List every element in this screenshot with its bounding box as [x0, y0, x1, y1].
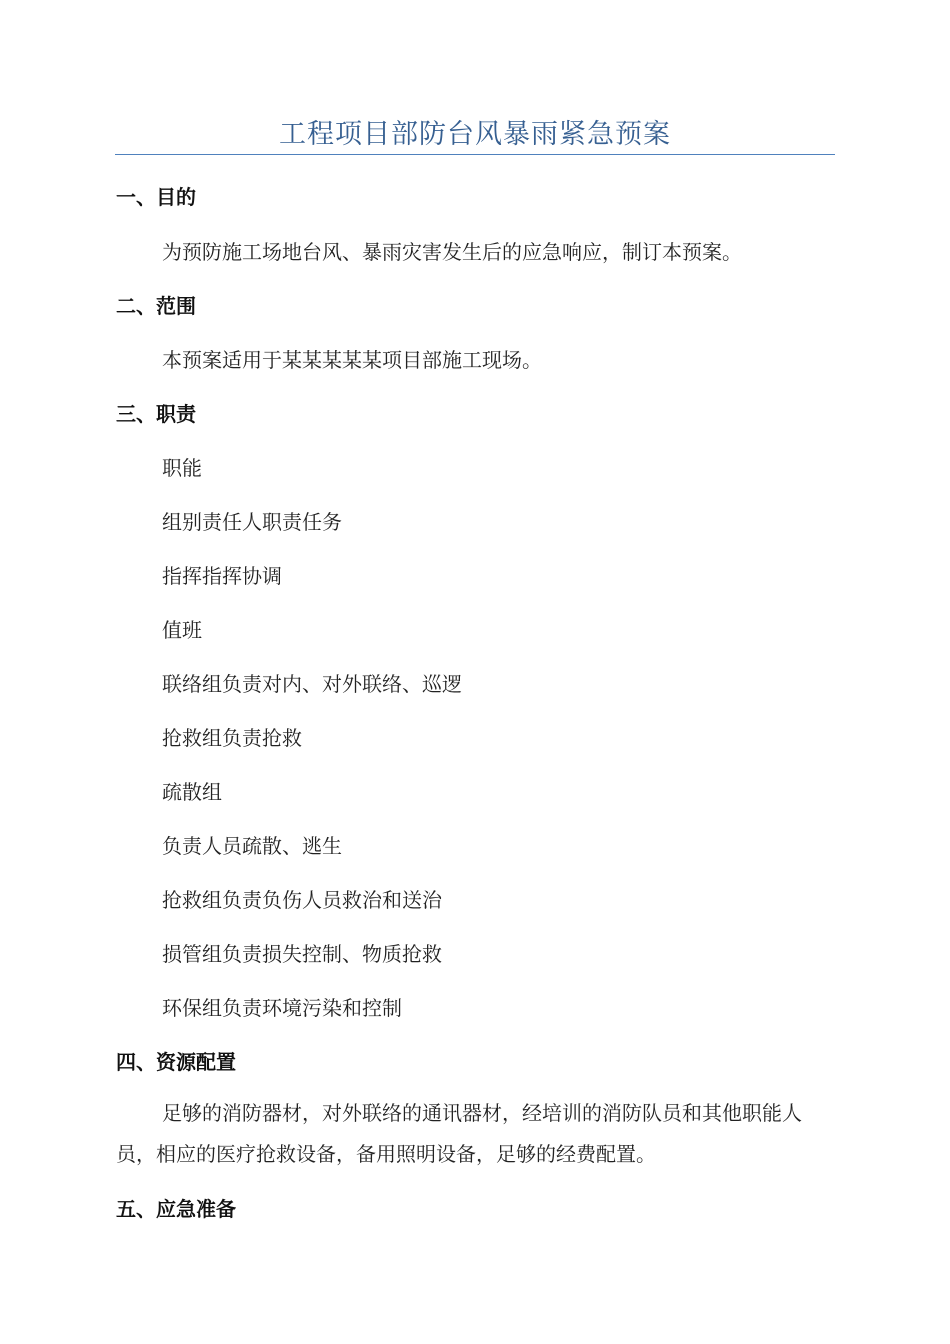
- duty-line: 负责人员疏散、逃生: [162, 834, 342, 858]
- section-heading-duties: 三、职责: [116, 402, 196, 426]
- section-body-resources: 足够的消防器材，对外联络的通讯器材，经培训的消防队员和其他职能人员，相应的医疗抢救设备，备用照明设备，足够的经费配置。: [116, 1101, 802, 1166]
- duty-line: 职能: [162, 456, 202, 480]
- duty-line: 联络组负责对内、对外联络、巡逻: [162, 672, 462, 696]
- duty-line: 抢救组负责抢救: [162, 726, 302, 750]
- section-body-scope: 本预案适用于某某某某某项目部施工现场。: [162, 348, 542, 372]
- document-title: 工程项目部防台风暴雨紧急预案: [279, 119, 671, 150]
- duty-line: 环保组负责环境污染和控制: [162, 996, 402, 1020]
- section-heading-preparation: 五、应急准备: [116, 1197, 236, 1221]
- duty-line: 组别责任人职责任务: [162, 510, 342, 534]
- duty-line: 疏散组: [162, 780, 222, 804]
- section-body-purpose: 为预防施工场地台风、暴雨灾害发生后的应急响应，制订本预案。: [162, 240, 742, 264]
- section-heading-resources: 四、资源配置: [116, 1050, 236, 1074]
- section-heading-scope: 二、范围: [116, 294, 196, 318]
- duty-line: 指挥指挥协调: [162, 564, 282, 588]
- duty-line: 值班: [162, 618, 202, 642]
- duty-line: 抢救组负责负伤人员救治和送治: [162, 888, 442, 912]
- section-heading-purpose: 一、目的: [116, 185, 196, 209]
- duty-line: 损管组负责损失控制、物质抢救: [162, 942, 442, 966]
- title-underline: [115, 154, 835, 155]
